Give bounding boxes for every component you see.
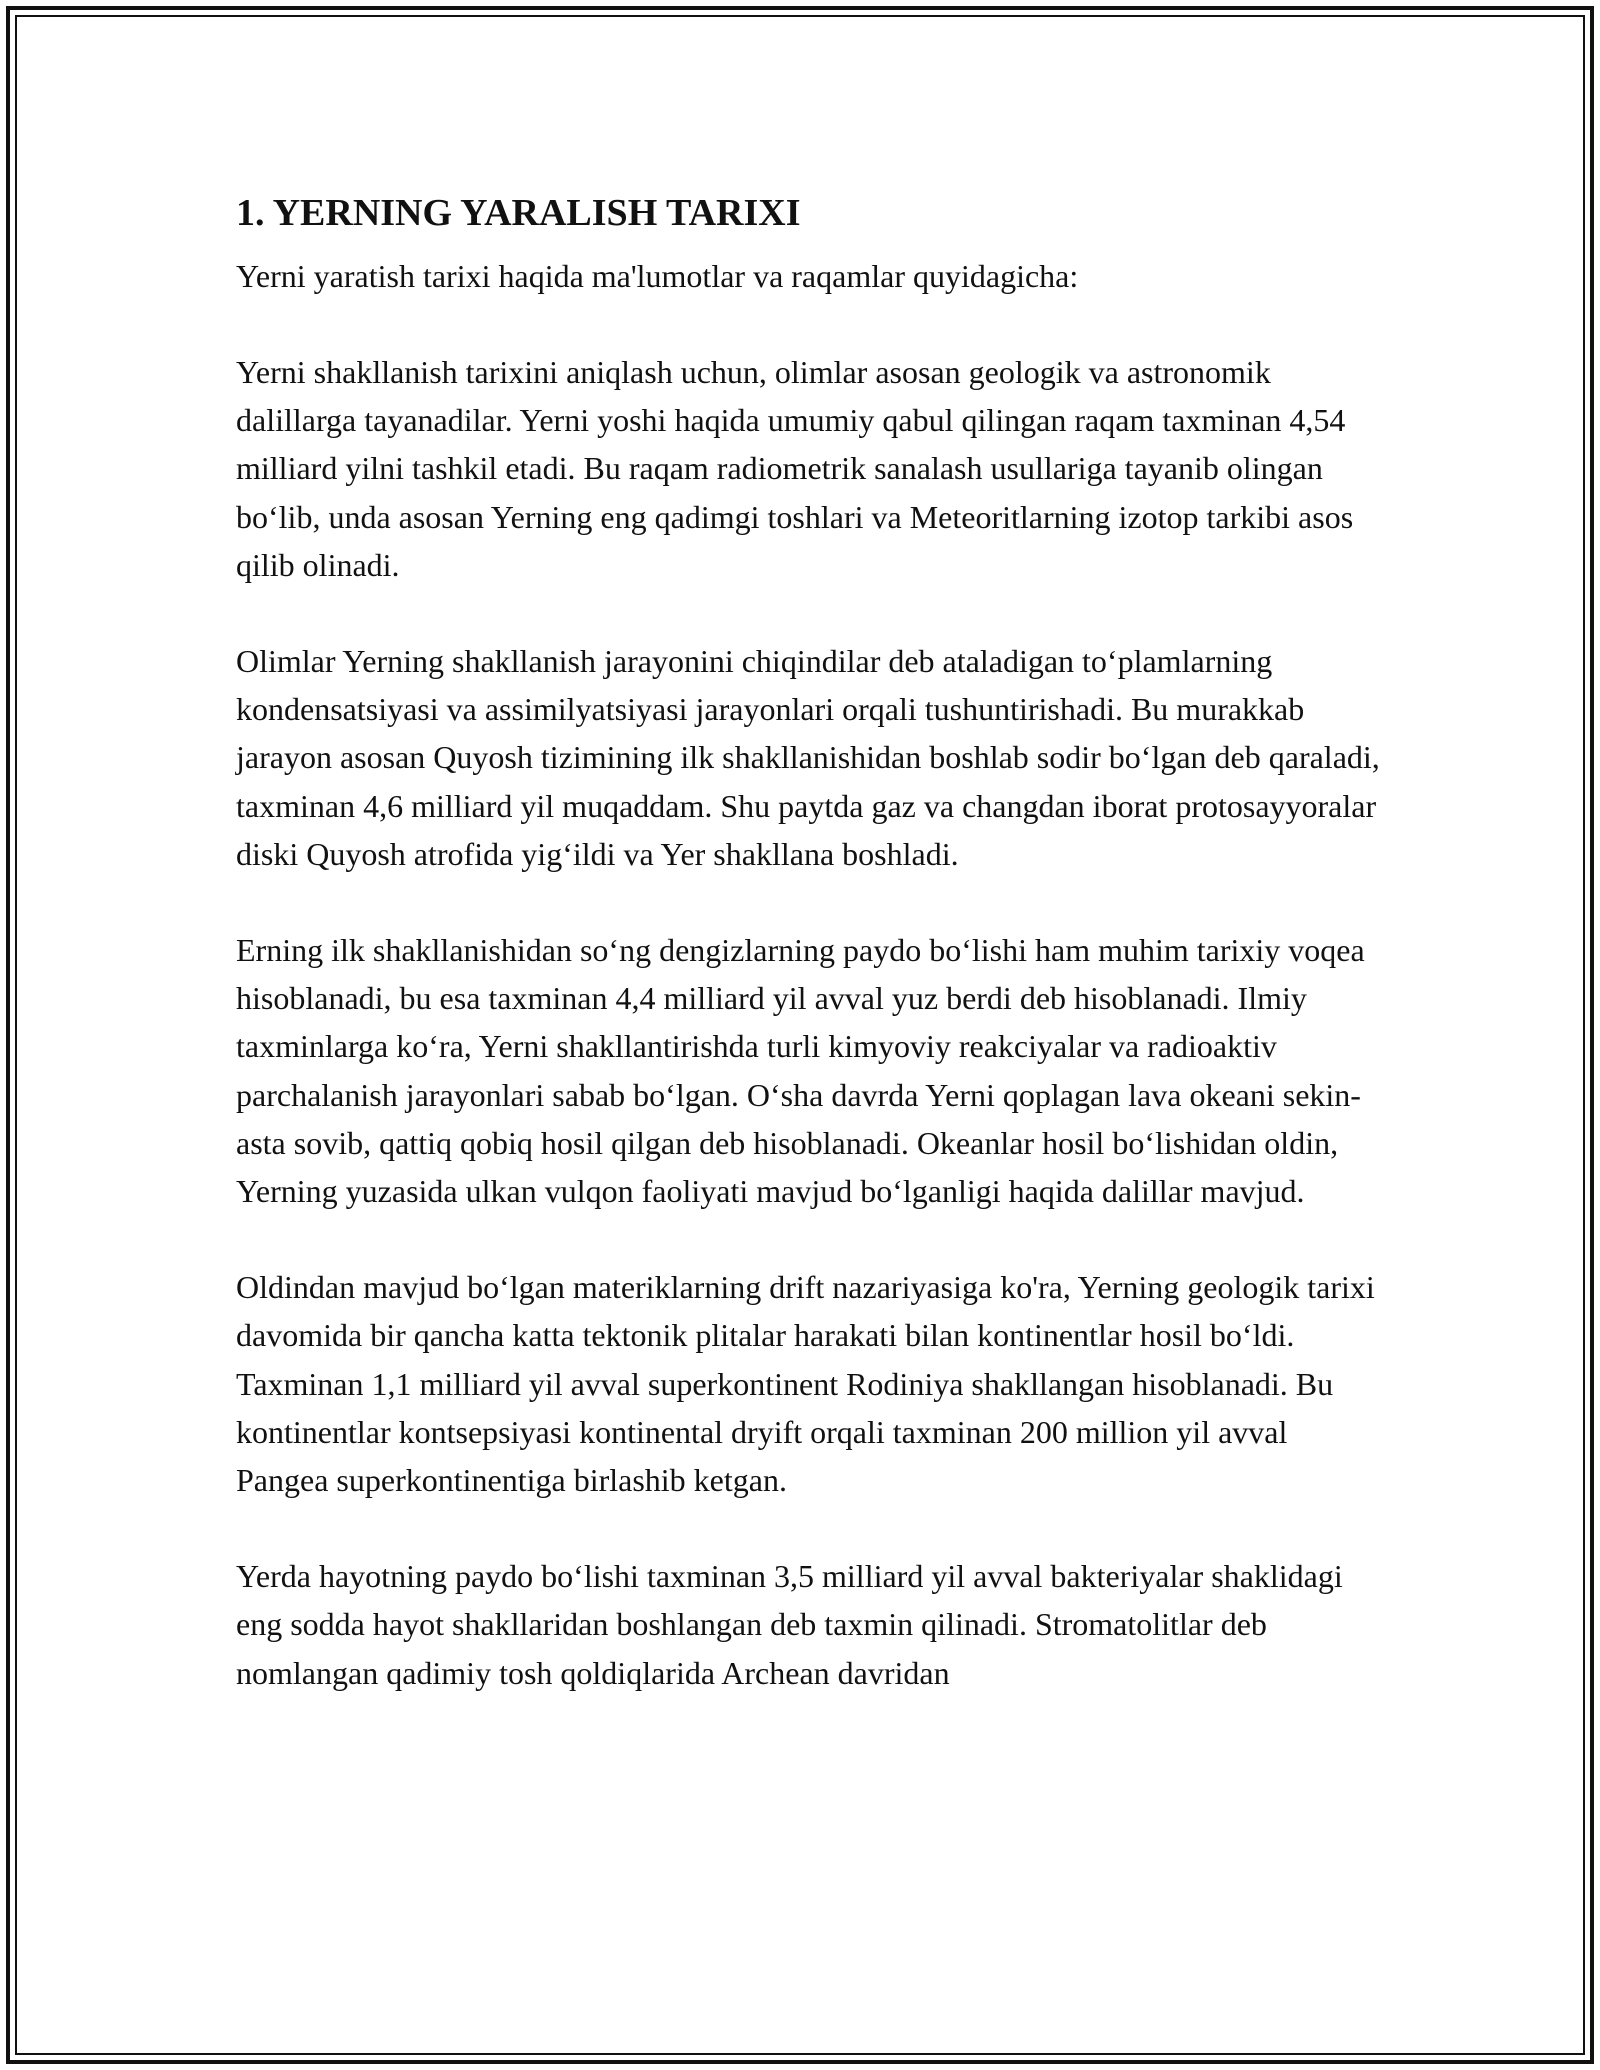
paragraph-continents: Oldindan mavjud bo‘lgan materiklarning drift nazariyasiga ko'ra, Yerning geologik tarixi davomida bir qancha katta tektonik plitalar harakati bilan kontinentlar hosil bo‘ldi. Taxminan 1,1 milliard yil avval superkontinent Rodiniya shakllangan hisoblanadi. Bu kontinentlar kontsepsiyasi kontinental dryift orqali taxminan 200 million yil avval Pangea superkontinentiga birlashib ketgan. [236,1269,1375,1499]
paragraph-life-origin: Yerda hayotning paydo bo‘lishi taxminan 3,5 milliard yil avval bakteriyalar shaklidagi eng sodda hayot shakllaridan boshlangan deb taxmin qilinadi. Stromatolitlar deb nomlangan qadimiy tosh qoldiqlarida Archean davridan [236,1558,1343,1691]
paragraph-earth-formation: Olimlar Yerning shakllanish jarayonini chiqindilar deb ataladigan to‘plamlarning kondensatsiyasi va assimilyatsiyasi jarayonlari orqali tushuntirishadi. Bu murakkab jarayon asosan Quyosh tizimining ilk shakllanishidan boshlab sodir bo‘lgan deb qaraladi, taxminan 4,6 milliard yil muqaddam. Shu paytda gaz va changdan iborat protosayyoralar diski Quyosh atrofida yig‘ildi va Yer shakllana boshladi. [236,643,1380,872]
document-body [236,186,1386,1697]
paragraph-earth-age: Yerni shakllanish tarixini aniqlash uchun, olimlar asosan geologik va astronomik dalillarga tayanadilar. Yerni yoshi haqida umumiy qabul qilingan raqam taxminan 4,54 milliard yilni tashkil etadi. Bu raqam radiometrik sanalash usullariga tayanib olingan bo‘lib, unda asosan Yerning eng qadimgi toshlari va Meteoritlarning izotop tarkibi asos qilib olinadi. [236,354,1354,583]
paragraph-oceans: Erning ilk shakllanishidan so‘ng dengizlarning paydo bo‘lishi ham muhim tarixiy voqea hisoblanadi, bu esa taxminan 4,4 milliard yil avval yuz berdi deb hisoblanadi. Ilmiy taxminlarga ko‘ra, Yerni shakllantirishda turli kimyoviy reakciyalar va radioaktiv parchalanish jarayonlari sabab bo‘lgan. O‘sha davrda Yerni qoplagan lava okeani sekin-asta sovib, qattiq qobiq hosil qilgan deb hisoblanadi. Okeanlar hosil bo‘lishidan oldin, Yerning yuzasida ulkan vulqon faoliyati mavjud bo‘lganligi haqida dalillar mavjud. [236,932,1365,1210]
page-title: 1. YERNING YARALISH TARIXI [236,192,801,234]
intro-paragraph: Yerni yaratish tarixi haqida ma'lumotlar va raqamlar quyidagicha: [236,258,1079,294]
